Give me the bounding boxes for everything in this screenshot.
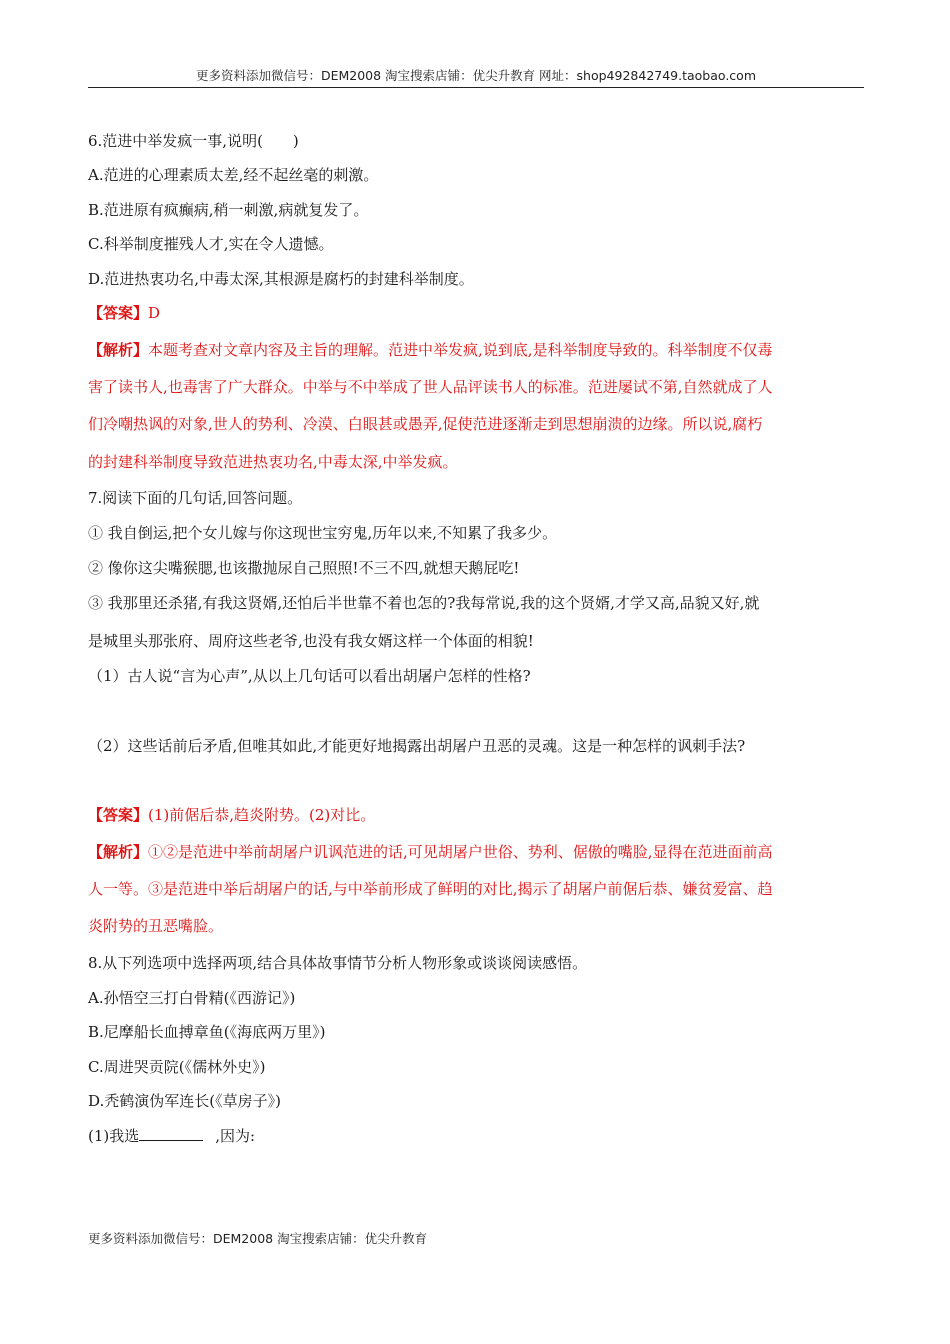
q8-subquestion-1: [88, 1126, 255, 1146]
q8-option-d: D.秃鹤演伪军连长(《草房子》): [88, 1092, 281, 1110]
page-footer: 更多资料添加微信号：DEM2008 淘宝搜索店铺：优尖升教育: [88, 1231, 428, 1246]
q6-analysis-line: 的封建科举制度导致范进热衷功名,中毒太深,中举发疯。: [88, 453, 458, 471]
q6-option-d: D.范进热衷功名,中毒太深,其根源是腐朽的封建科举制度。: [88, 270, 474, 288]
analysis-text: 本题考查对文章内容及主旨的理解。范进中举发疯,说到底,是科举制度导致的。科举制度不仅毒: [148, 341, 773, 359]
page-header: 更多资料添加微信号：DEM2008 淘宝搜索店铺：优尖升教育 网址：shop492842749.taobao.com: [195, 68, 757, 83]
q7-quote-1: ① 我自倒运,把个女儿嫁与你这现世宝穷鬼,历年以来,不知累了我多少。: [88, 524, 558, 542]
analysis-tag: 【解析】: [88, 341, 149, 359]
q7-analysis-line: 人一等。③是范进中举后胡屠户的话,与中举前形成了鲜明的对比,揭示了胡屠户前倨后恭、嫌贫爱富、趋: [88, 880, 773, 898]
header-divider: [88, 87, 864, 88]
q7-quote-3-cont: 是城里头那张府、周府这些老爷,也没有我女婿这样一个体面的相貌!: [88, 632, 534, 650]
q8-option-c: C.周进哭贡院(《儒林外史》): [88, 1058, 266, 1076]
q8-stem: 8.从下列选项中选择两项,结合具体故事情节分析人物形象或谈谈阅读感悟。: [88, 954, 588, 972]
q6-analysis-line: [88, 340, 773, 360]
q8-option-a: A.孙悟空三打白骨精(《西游记》): [88, 989, 296, 1007]
q6-analysis-line: 害了读书人,也毒害了广大群众。中举与不中举成了世人品评读书人的标准。范进屡试不第,自然就成了人: [88, 378, 773, 396]
q7-analysis-line: 炎附势的丑恶嘴脸。: [88, 917, 224, 935]
q7-quote-3: ③ 我那里还杀猪,有我这贤婿,还怕后半世靠不着也怎的?我每常说,我的这个贤婿,才学又高,品貌又好,就: [88, 594, 760, 612]
q6-answer: [88, 303, 160, 323]
analysis-text: ①②是范进中举前胡屠户讥讽范进的话,可见胡屠户世俗、势利、倨傲的嘴脸,显得在范进面前高: [148, 843, 773, 861]
analysis-tag: 【解析】: [88, 843, 149, 861]
q7-quote-2: ② 像你这尖嘴猴腮,也该撒抛尿自己照照!不三不四,就想天鹅屁吃!: [88, 559, 520, 577]
q7-subquestion-2: （2）这些话前后矛盾,但唯其如此,才能更好地揭露出胡屠户丑恶的灵魂。这是一种怎样的讽刺手法?: [88, 737, 746, 755]
answer-blank[interactable]: [139, 1126, 203, 1141]
q6-option-a: A.范进的心理素质太差,经不起丝毫的刺激。: [88, 166, 379, 184]
q6-analysis-line: 们冷嘲热讽的对象,世人的势利、冷漠、白眼甚或愚弄,促使范进逐渐走到思想崩溃的边缘。所以说,腐朽: [88, 415, 763, 433]
answer-tag: 【答案】: [88, 304, 149, 322]
q7-answer: [88, 805, 375, 825]
answer-text: (1)前倨后恭,趋炎附势。(2)对比。: [148, 806, 376, 824]
q7-subquestion-1: （1）古人说“言为心声”,从以上几句话可以看出胡屠户怎样的性格?: [88, 667, 531, 685]
q7-analysis-line: [88, 842, 773, 862]
answer-text: D: [148, 304, 161, 322]
q8-sub1-prefix: (1)我选: [88, 1127, 140, 1145]
q8-sub1-suffix: ,因为:: [215, 1127, 256, 1145]
q7-stem: 7.阅读下面的几句话,回答问题。: [88, 489, 303, 507]
q6-option-c: C.科举制度摧残人才,实在令人遗憾。: [88, 235, 334, 253]
q6-option-b: B.范进原有疯癫病,稍一刺激,病就复发了。: [88, 201, 369, 219]
q8-option-b: B.尼摩船长血搏章鱼(《海底两万里》): [88, 1023, 326, 1041]
answer-tag: 【答案】: [88, 806, 149, 824]
q6-stem: 6.范进中举发疯一事,说明( ): [88, 132, 299, 150]
